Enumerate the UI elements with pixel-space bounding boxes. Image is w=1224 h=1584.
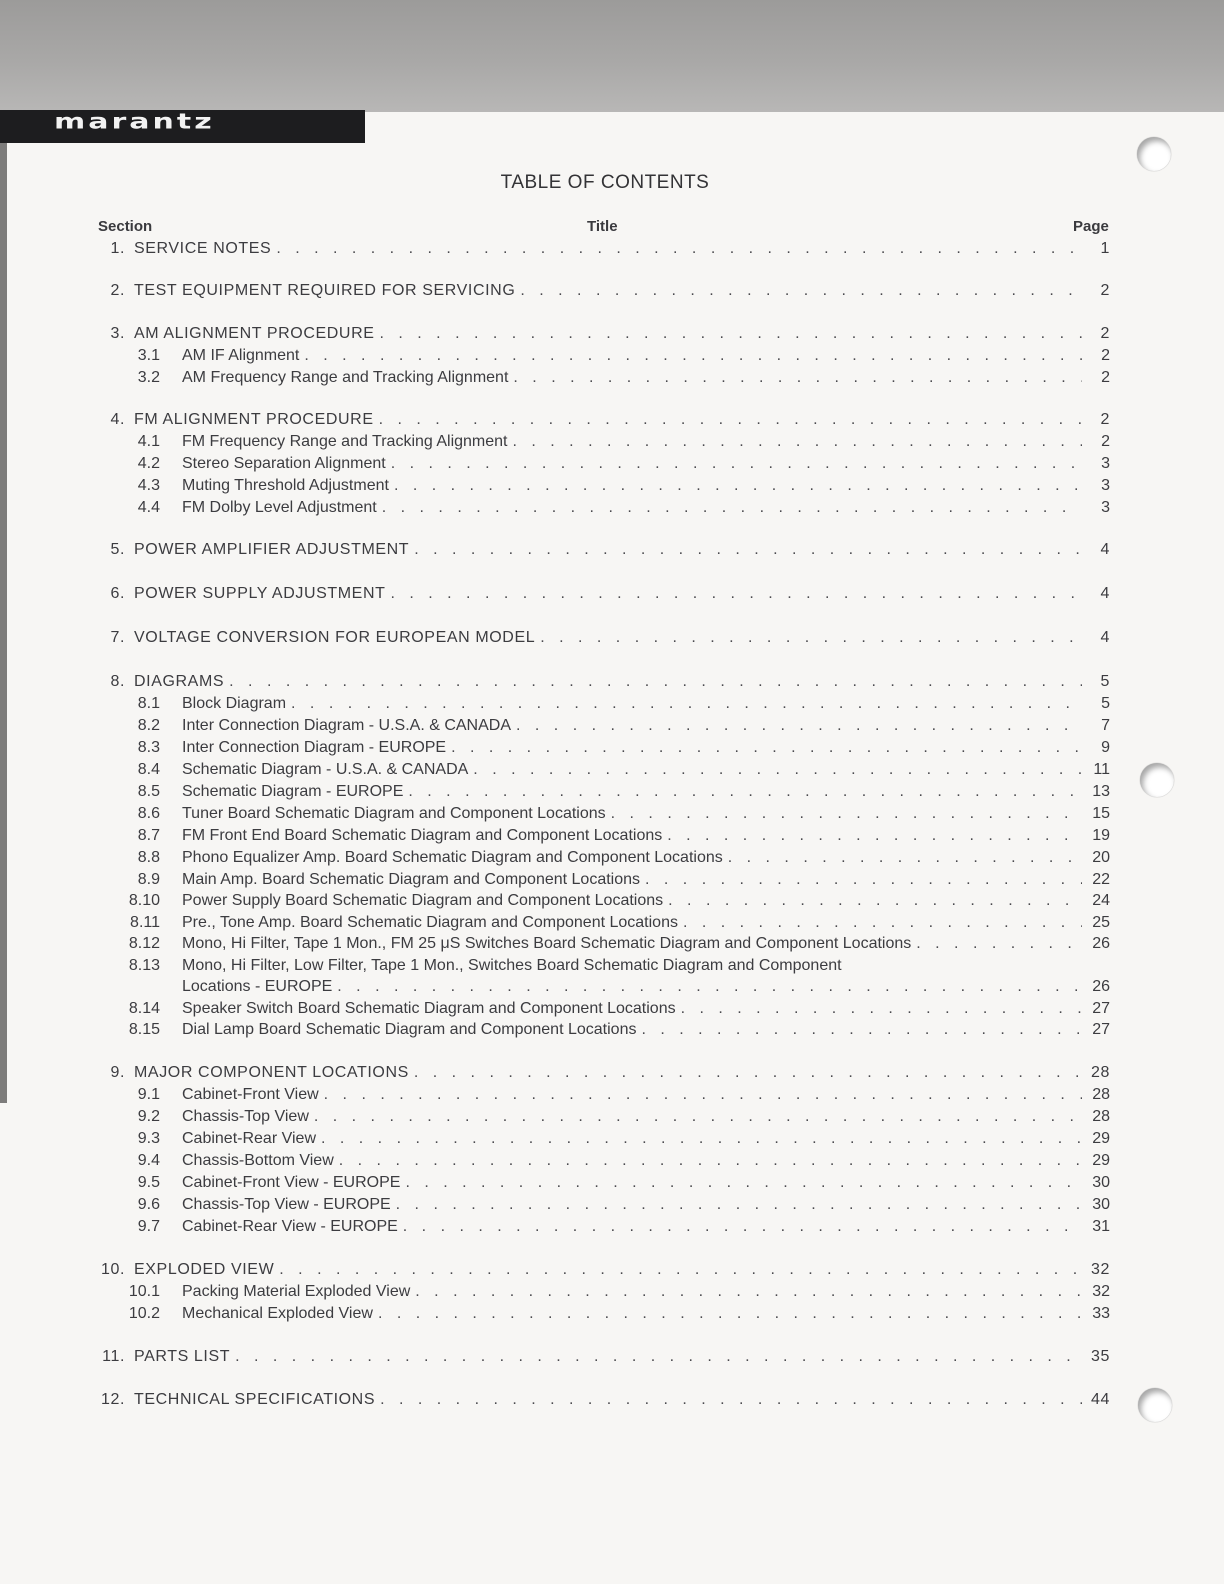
toc-section-number: 11. [102, 1348, 125, 1365]
dot-leader [415, 1282, 1082, 1302]
dot-leader [540, 628, 1082, 648]
toc-title: POWER AMPLIFIER ADJUSTMENT [134, 541, 410, 558]
toc-page-number: 5 [1100, 673, 1110, 690]
toc-title: Mono, Hi Filter, Low Filter, Tape 1 Mon., Switches Board Schematic Diagram and Component [182, 957, 842, 974]
toc-entry [0, 716, 1120, 738]
toc-title: FM Front End Board Schematic Diagram and Component Locations [182, 827, 663, 844]
brand-logo-text: marantz [54, 108, 215, 135]
toc-title: Dial Lamp Board Schematic Diagram and Component Locations [182, 1021, 637, 1038]
toc-title: PARTS LIST [134, 1348, 231, 1365]
toc-section-number: 10. [100, 1261, 125, 1278]
dot-leader [645, 870, 1082, 890]
dot-leader [380, 324, 1083, 344]
toc-title-line [182, 1217, 1082, 1237]
toc-section-number: 9.2 [137, 1108, 160, 1125]
toc-page-number: 9 [1101, 739, 1110, 756]
toc-entry [0, 281, 1120, 303]
toc-page-number: 35 [1091, 1348, 1110, 1365]
toc-title-line [182, 738, 1082, 758]
dot-leader [513, 432, 1083, 452]
toc-title: POWER SUPPLY ADJUSTMENT [134, 585, 386, 602]
column-header-section: Section [98, 218, 153, 235]
toc-entry [0, 476, 1120, 498]
toc-page-number: 7 [1101, 717, 1110, 734]
toc-entry [0, 1020, 1120, 1042]
toc-page-number: 25 [1092, 914, 1110, 931]
toc-title-line [182, 870, 1082, 890]
toc-title-line [134, 628, 1082, 648]
toc-title-line [134, 1260, 1082, 1280]
dot-leader [414, 1063, 1082, 1083]
toc-title: AM ALIGNMENT PROCEDURE [134, 325, 375, 342]
dot-leader [324, 1085, 1082, 1105]
toc-entry [0, 913, 1120, 935]
toc-title: Power Supply Board Schematic Diagram and Component Locations [182, 892, 664, 909]
toc-page-number: 4 [1100, 541, 1110, 558]
toc-entry [0, 934, 1120, 956]
toc-section-number: 8.2 [137, 717, 160, 734]
toc-title-line [134, 1390, 1082, 1410]
dot-leader [513, 368, 1082, 388]
toc-section-number: 8.3 [137, 739, 160, 756]
dot-leader [611, 804, 1082, 824]
toc-title-line [134, 324, 1082, 344]
toc-page-number: 2 [1100, 282, 1110, 299]
toc-section-number: 12. [100, 1391, 125, 1408]
toc-title-line [182, 454, 1082, 474]
toc-section-number: 9.1 [137, 1086, 160, 1103]
toc-page-number: 29 [1092, 1152, 1110, 1169]
toc-title-line [182, 346, 1082, 366]
header-band [0, 0, 1224, 112]
toc-section-number: 9.4 [137, 1152, 160, 1169]
toc-entry [0, 1347, 1120, 1369]
toc-page-number: 29 [1092, 1130, 1110, 1147]
dot-leader [390, 584, 1082, 604]
toc-title-line [182, 498, 1082, 518]
toc-title-line [182, 1107, 1082, 1127]
toc-page-number: 26 [1092, 935, 1110, 952]
dot-leader [641, 1020, 1082, 1040]
toc-title-line [182, 1304, 1082, 1324]
toc-title: Inter Connection Diagram - EUROPE [182, 739, 447, 756]
toc-entry [0, 1390, 1120, 1412]
dot-leader [516, 716, 1082, 736]
toc-title-line [182, 1282, 1082, 1302]
toc-title: VOLTAGE CONVERSION FOR EUROPEAN MODEL [134, 629, 536, 646]
toc-page-number: 3 [1101, 455, 1110, 472]
dot-leader [378, 1304, 1082, 1324]
toc-entry [0, 956, 1120, 978]
toc-section-number: 4.1 [137, 433, 160, 450]
dot-leader [235, 1347, 1082, 1367]
dot-leader [408, 782, 1082, 802]
toc-title: Chassis-Top View [182, 1108, 309, 1125]
toc-section-number: 8. [110, 673, 125, 690]
toc-section-number: 3. [110, 325, 125, 342]
toc-page-number: 30 [1092, 1196, 1110, 1213]
toc-page-number: 22 [1092, 871, 1110, 888]
toc-page-number: 19 [1092, 827, 1110, 844]
punch-hole-top [1137, 137, 1171, 171]
toc-title: Locations - EUROPE [182, 978, 333, 995]
toc-title: Chassis-Top View - EUROPE [182, 1196, 391, 1213]
punch-hole-bottom [1138, 1388, 1172, 1422]
dot-leader [391, 454, 1082, 474]
toc-entry [0, 1260, 1120, 1282]
toc-page-number: 27 [1092, 1021, 1110, 1038]
toc-entry [0, 368, 1120, 390]
toc-title: AM IF Alignment [182, 347, 300, 364]
toc-title: Mechanical Exploded View [182, 1305, 373, 1322]
toc-entry [0, 498, 1120, 520]
toc-page-number: 20 [1092, 849, 1110, 866]
toc-title-line [134, 584, 1082, 604]
toc-title: Cabinet-Front View - EUROPE [182, 1174, 401, 1191]
toc-section-number: 4.3 [137, 477, 160, 494]
toc-title-line [182, 782, 1082, 802]
dot-leader [403, 1217, 1082, 1237]
toc-entry [0, 1282, 1120, 1304]
toc-section-number: 8.10 [128, 892, 160, 909]
toc-title: Main Amp. Board Schematic Diagram and Component Locations [182, 871, 641, 888]
toc-section-number: 8.12 [128, 935, 160, 952]
dot-leader [520, 281, 1082, 301]
toc-title: Speaker Switch Board Schematic Diagram and Component Locations [182, 1000, 676, 1017]
dot-leader [451, 738, 1082, 758]
dot-leader [396, 1195, 1082, 1215]
toc-section-number: 8.4 [137, 761, 160, 778]
dot-leader [394, 476, 1082, 496]
toc-section-number: 4. [110, 411, 125, 428]
toc-page-number: 2 [1101, 369, 1110, 386]
toc-title-line [134, 540, 1082, 560]
toc-title-line [134, 281, 1082, 301]
toc-title-line [134, 239, 1082, 259]
toc-title-line [182, 694, 1082, 714]
toc-page-number: 33 [1092, 1305, 1110, 1322]
toc-title-line [182, 934, 1082, 954]
toc-entry [0, 1217, 1120, 1239]
toc-entry [0, 977, 1120, 999]
dot-leader [382, 498, 1082, 518]
toc-entry [0, 239, 1120, 261]
toc-title-line [182, 977, 1082, 997]
toc-page-number: 26 [1092, 978, 1110, 995]
toc-title: Pre., Tone Amp. Board Schematic Diagram and Component Locations [182, 914, 678, 931]
toc-entry [0, 584, 1120, 606]
toc-section-number: 10.1 [128, 1283, 160, 1300]
toc-title-line [182, 1129, 1082, 1149]
toc-entry [0, 1195, 1120, 1217]
dot-leader [380, 1390, 1082, 1410]
toc-entry [0, 738, 1120, 760]
toc-section-number: 4.4 [137, 499, 160, 516]
toc-entry [0, 760, 1120, 782]
toc-section-number: 2. [110, 282, 125, 299]
toc-entry [0, 346, 1120, 368]
toc-page-number: 2 [1101, 433, 1110, 450]
toc-entry [0, 628, 1120, 650]
dot-leader [473, 760, 1082, 780]
toc-section-number: 7. [110, 629, 125, 646]
toc-entry [0, 804, 1120, 826]
toc-entry [0, 999, 1120, 1021]
dot-leader [668, 891, 1082, 911]
toc-section-number: 5. [110, 541, 125, 558]
toc-title-line [182, 432, 1082, 452]
toc-entry [0, 1304, 1120, 1326]
toc-page-number: 2 [1101, 347, 1110, 364]
dot-leader [683, 913, 1082, 933]
toc-title-line [134, 672, 1082, 692]
toc-section-number: 9.7 [137, 1218, 160, 1235]
toc-title-line [182, 1085, 1082, 1105]
toc-page-number: 28 [1092, 1108, 1110, 1125]
toc-title-line [182, 476, 1082, 496]
toc-title-line [182, 913, 1082, 933]
dot-leader [916, 934, 1082, 954]
dot-leader [728, 848, 1082, 868]
toc-section-number: 1. [110, 240, 125, 257]
toc-section-number: 8.15 [128, 1021, 160, 1038]
toc-entry [0, 848, 1120, 870]
toc-page-number: 3 [1101, 477, 1110, 494]
toc-section-number: 4.2 [137, 455, 160, 472]
toc-entry [0, 826, 1120, 848]
toc-title: AM Frequency Range and Tracking Alignment [182, 369, 509, 386]
toc-title: TECHNICAL SPECIFICATIONS [134, 1391, 376, 1408]
toc-page-number: 15 [1092, 805, 1110, 822]
toc-page-number: 5 [1101, 695, 1110, 712]
dot-leader [229, 672, 1082, 692]
toc-entry [0, 1173, 1120, 1195]
toc-entry [0, 672, 1120, 694]
toc-section-number: 8.9 [137, 871, 160, 888]
toc-title: Cabinet-Front View [182, 1086, 319, 1103]
dot-leader [304, 346, 1082, 366]
toc-title: Phono Equalizer Amp. Board Schematic Diagram and Component Locations [182, 849, 723, 866]
toc-page-number: 28 [1092, 1086, 1110, 1103]
dot-leader [339, 1151, 1082, 1171]
dot-leader [667, 826, 1082, 846]
toc-entry [0, 891, 1120, 913]
toc-entry [0, 1129, 1120, 1151]
toc-title-line [182, 826, 1082, 846]
toc-title: Muting Threshold Adjustment [182, 477, 389, 494]
toc-section-number: 8.14 [128, 1000, 160, 1017]
dot-leader [291, 694, 1082, 714]
toc-entry [0, 694, 1120, 716]
toc-title: Packing Material Exploded View [182, 1283, 411, 1300]
toc-title: MAJOR COMPONENT LOCATIONS [134, 1064, 409, 1081]
toc-page-number: 3 [1101, 499, 1110, 516]
punch-hole-middle [1140, 763, 1174, 797]
toc-title-line [182, 804, 1082, 824]
toc-section-number: 3.2 [137, 369, 160, 386]
toc-entry [0, 454, 1120, 476]
toc-page-number: 4 [1100, 629, 1110, 646]
toc-entry [0, 1151, 1120, 1173]
toc-entry [0, 324, 1120, 346]
column-header-page: Page [1073, 218, 1109, 235]
dot-leader [681, 999, 1082, 1019]
toc-section-number: 9.5 [137, 1174, 160, 1191]
dot-leader [405, 1173, 1082, 1193]
toc-section-number: 8.1 [137, 695, 160, 712]
toc-title-line [134, 1347, 1082, 1367]
toc-title: Cabinet-Rear View [182, 1130, 316, 1147]
toc-section-number: 8.11 [130, 914, 160, 931]
toc-page-number: 28 [1091, 1064, 1110, 1081]
toc-title-line [182, 848, 1082, 868]
dot-leader [314, 1107, 1082, 1127]
toc-title-line [182, 1020, 1082, 1040]
toc-page-number: 11 [1093, 761, 1110, 778]
toc-entry [0, 540, 1120, 562]
toc-title: Stereo Separation Alignment [182, 455, 386, 472]
toc-entry [0, 410, 1120, 432]
toc-section-number: 8.5 [137, 783, 160, 800]
toc-entry [0, 1063, 1120, 1085]
toc-section-number: 8.8 [137, 849, 160, 866]
brand-logo [0, 110, 365, 143]
dot-leader [414, 540, 1082, 560]
toc-page-number: 2 [1100, 411, 1110, 428]
toc-title-line [182, 956, 1082, 976]
toc-title-line [182, 1195, 1082, 1215]
dot-leader [379, 410, 1082, 430]
toc-section-number: 9.3 [137, 1130, 160, 1147]
toc-page-number: 27 [1092, 1000, 1110, 1017]
toc-page-number: 24 [1092, 892, 1110, 909]
toc-page-number: 32 [1092, 1283, 1110, 1300]
page-title: TABLE OF CONTENTS [500, 172, 710, 193]
toc-title: Chassis-Bottom View [182, 1152, 334, 1169]
toc-title-line [134, 1063, 1082, 1083]
toc-title: Inter Connection Diagram - U.S.A. & CANADA [182, 717, 512, 734]
toc-title: Schematic Diagram - U.S.A. & CANADA [182, 761, 469, 778]
toc-entry [0, 782, 1120, 804]
toc-section-number: 9.6 [137, 1196, 160, 1213]
toc-section-number: 3.1 [137, 347, 160, 364]
toc-title-line [182, 716, 1082, 736]
toc-page-number: 13 [1092, 783, 1110, 800]
toc-title-line [182, 999, 1082, 1019]
toc-title: DIAGRAMS [134, 673, 225, 690]
toc-title: EXPLODED VIEW [134, 1261, 275, 1278]
toc-page-number: 30 [1092, 1174, 1110, 1191]
toc-title: FM Frequency Range and Tracking Alignment [182, 433, 508, 450]
toc-entry [0, 432, 1120, 454]
toc-title-line [182, 760, 1082, 780]
toc-title: FM Dolby Level Adjustment [182, 499, 377, 516]
toc-page-number: 4 [1100, 585, 1110, 602]
dot-leader [337, 977, 1082, 997]
toc-title-line [182, 891, 1082, 911]
toc-section-number: 10.2 [128, 1305, 160, 1322]
toc-entry [0, 1085, 1120, 1107]
toc-title: Cabinet-Rear View - EUROPE [182, 1218, 398, 1235]
toc-page-number: 32 [1091, 1261, 1110, 1278]
toc-title-line [134, 410, 1082, 430]
toc-title: TEST EQUIPMENT REQUIRED FOR SERVICING [134, 282, 516, 299]
toc-title: Schematic Diagram - EUROPE [182, 783, 404, 800]
toc-title: FM ALIGNMENT PROCEDURE [134, 411, 374, 428]
toc-page-number: 1 [1100, 240, 1110, 257]
dot-leader [279, 1260, 1082, 1280]
toc-section-number: 8.7 [137, 827, 160, 844]
toc-title: Tuner Board Schematic Diagram and Component Locations [182, 805, 606, 822]
toc-section-number: 8.6 [137, 805, 160, 822]
toc-title: Mono, Hi Filter, Tape 1 Mon., FM 25 μS Switches Board Schematic Diagram and Component Locations [182, 935, 912, 952]
toc-title: Block Diagram [182, 695, 287, 712]
toc-section-number: 6. [110, 585, 125, 602]
toc-page-number: 44 [1091, 1391, 1110, 1408]
toc-title-line [182, 1173, 1082, 1193]
toc-title: SERVICE NOTES [134, 240, 272, 257]
toc-title-line [182, 368, 1082, 388]
dot-leader [321, 1129, 1082, 1149]
toc-entry [0, 1107, 1120, 1129]
toc-section-number: 8.13 [128, 957, 160, 974]
toc-section-number: 9. [110, 1064, 125, 1081]
column-header-title: Title [587, 218, 618, 235]
toc-title-line [182, 1151, 1082, 1171]
toc-page-number: 2 [1100, 325, 1110, 342]
toc-page-number: 31 [1092, 1218, 1110, 1235]
toc-entry [0, 870, 1120, 892]
dot-leader [276, 239, 1082, 259]
